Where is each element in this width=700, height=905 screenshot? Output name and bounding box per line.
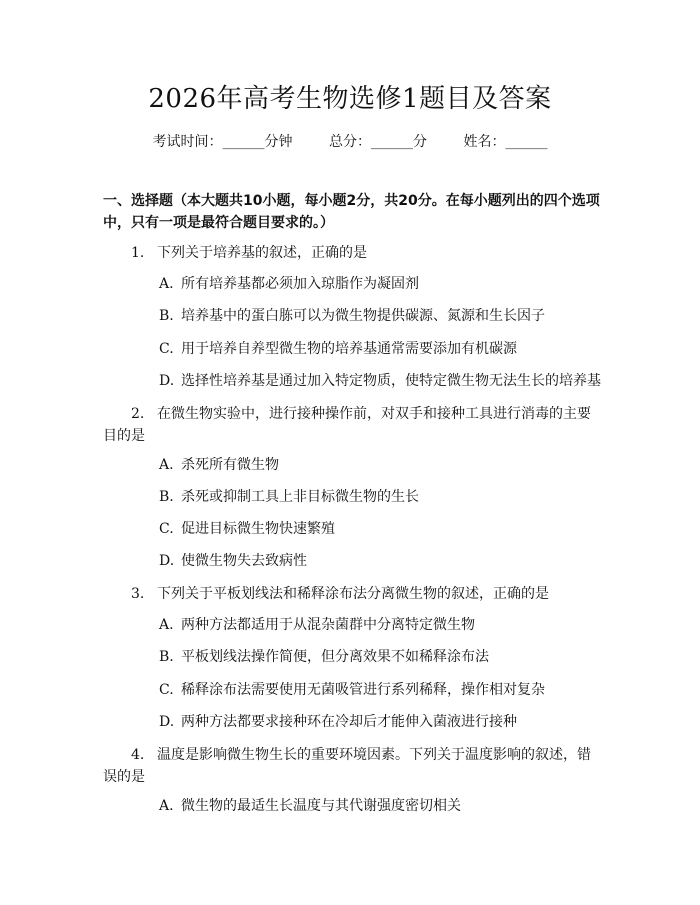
option-3b bbox=[159, 647, 609, 667]
question-number: 4. bbox=[131, 747, 145, 763]
question-number: 1. bbox=[131, 245, 145, 261]
option-text: 促进目标微生物快速繁殖 bbox=[181, 521, 335, 537]
option-letter: A. bbox=[159, 276, 174, 292]
option-1b bbox=[159, 306, 609, 326]
option-letter: A. bbox=[159, 617, 174, 633]
question-1 bbox=[103, 242, 603, 264]
question-number: 2. bbox=[131, 406, 145, 422]
option-text: 所有培养基都必须加入琼脂作为凝固剂 bbox=[181, 276, 419, 292]
option-3d bbox=[159, 712, 609, 732]
exam-time-field: 考试时间：______分钟 bbox=[152, 134, 293, 150]
option-3c bbox=[159, 680, 609, 700]
option-text: 平板划线法操作简便，但分离效果不如稀释涂布法 bbox=[181, 649, 489, 665]
question-text: 温度是影响微生物生长的重要环境因素。下列关于温度影响的叙述，错误的是 bbox=[103, 747, 591, 785]
option-letter: C. bbox=[159, 521, 174, 537]
exam-meta bbox=[0, 131, 700, 151]
option-letter: B. bbox=[159, 489, 174, 505]
question-text: 下列关于培养基的叙述，正确的是 bbox=[157, 245, 367, 261]
question-number: 3. bbox=[131, 586, 145, 602]
student-name-field: 姓名：______ bbox=[463, 134, 548, 150]
question-text: 在微生物实验中，进行接种操作前，对双手和接种工具进行消毒的主要目的是 bbox=[103, 406, 591, 444]
option-2a bbox=[159, 455, 609, 475]
option-text: 微生物的最适生长温度与其代谢强度密切相关 bbox=[181, 798, 461, 814]
option-text: 两种方法都要求接种环在冷却后才能伸入菌液进行接种 bbox=[181, 714, 517, 730]
question-3 bbox=[103, 583, 603, 605]
option-1a bbox=[159, 274, 609, 294]
option-2c bbox=[159, 519, 609, 539]
option-text: 杀死所有微生物 bbox=[181, 457, 279, 473]
option-1d bbox=[159, 371, 609, 391]
option-text: 杀死或抑制工具上非目标微生物的生长 bbox=[181, 489, 419, 505]
option-letter: D. bbox=[159, 714, 175, 730]
option-text: 用于培养自养型微生物的培养基通常需要添加有机碳源 bbox=[181, 341, 517, 357]
option-letter: B. bbox=[159, 649, 174, 665]
total-score-field: 总分：______分 bbox=[329, 134, 427, 150]
option-3a bbox=[159, 615, 609, 635]
option-letter: A. bbox=[159, 798, 174, 814]
option-text: 稀释涂布法需要使用无菌吸管进行系列稀释，操作相对复杂 bbox=[181, 682, 545, 698]
option-letter: A. bbox=[159, 457, 174, 473]
section-heading: 一、选择题（本大题共10小题，每小题2分，共20分。在每小题列出的四个选项中，只有一项是最符合题目要求的。） bbox=[103, 193, 600, 231]
option-text: 培养基中的蛋白胨可以为微生物提供碳源、氮源和生长因子 bbox=[181, 308, 545, 324]
question-text: 下列关于平板划线法和稀释涂布法分离微生物的叙述，正确的是 bbox=[157, 586, 549, 602]
question-4 bbox=[103, 744, 603, 788]
option-letter: D. bbox=[159, 553, 175, 569]
question-2 bbox=[103, 403, 603, 447]
option-4a bbox=[159, 796, 609, 816]
option-letter: C. bbox=[159, 341, 174, 357]
option-letter: D. bbox=[159, 373, 175, 389]
option-text: 两种方法都适用于从混杂菌群中分离特定微生物 bbox=[181, 617, 475, 633]
option-text: 选择性培养基是通过加入特定物质，使特定微生物无法生长的培养基 bbox=[181, 373, 601, 389]
option-letter: B. bbox=[159, 308, 174, 324]
option-letter: C. bbox=[159, 682, 174, 698]
option-2b bbox=[159, 487, 609, 507]
option-text: 使微生物失去致病性 bbox=[181, 553, 307, 569]
page-title: 2026年高考生物选修1题目及答案 bbox=[148, 84, 552, 114]
option-1c bbox=[159, 339, 609, 359]
option-2d bbox=[159, 551, 609, 571]
